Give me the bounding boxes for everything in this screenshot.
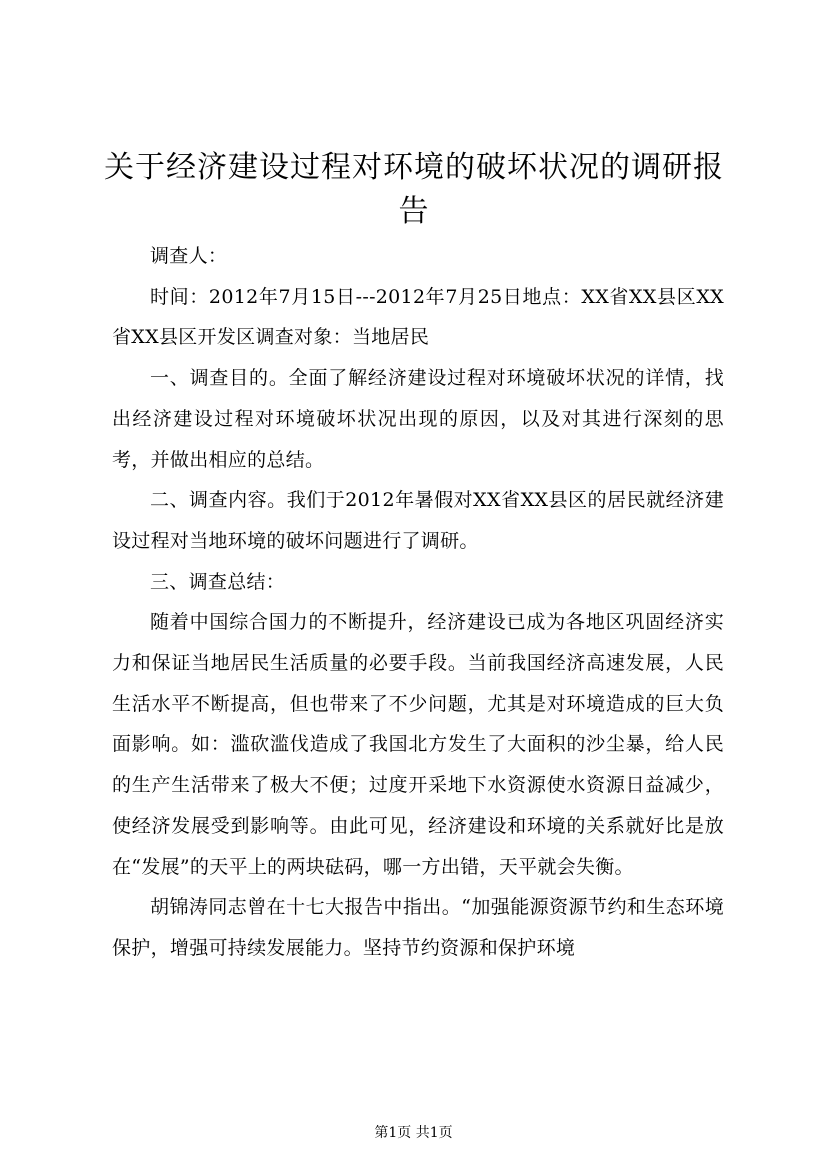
document-title: 关于经济建设过程对环境的破坏状况的调研报告 <box>104 150 724 229</box>
paragraph-investigator: 调查人： <box>150 245 228 267</box>
paragraph-content: 二、调查内容。我们于2012年暑假对XX省XX县区的居民就经济建设过程对当地环境的破坏问题进行了调研。 <box>112 489 724 552</box>
paragraph-summary-heading: 三、调查总结： <box>150 570 286 593</box>
page-footer: 第1页 共1页 <box>374 1125 453 1141</box>
document-body <box>112 236 724 969</box>
paragraph-quote: 胡锦涛同志曾在十七大报告中指出。“加强能源资源节约和生态环境保护，增强可持续发展能力。坚持节约资源和保护环境 <box>112 896 724 959</box>
paragraph-time-location: 时间：2012年7月15日---2012年7月25日地点：XX省XX县区XX省XX县区开发区调查对象：当地居民 <box>112 285 724 349</box>
paragraph-purpose: 一、调查目的。全面了解经济建设过程对环境破坏状况的详情，找出经济建设过程对环境破坏状况出现的原因，以及对其进行深刻的思考，并做出相应的总结。 <box>112 367 724 471</box>
paragraph-summary: 随着中国综合国力的不断提升，经济建设已成为各地区巩固经济实力和保证当地居民生活质量的必要手段。当前我国经济高速发展，人民生活水平不断提高，但也带来了不少问题，尤其是对环境造成的巨大负面影响。如：滥砍滥伐造成了我国北方发生了大面积的沙尘暴，给人民的生产生活带来了极大不便；过度开采地下水资源使水资源日益减少，使经济发展受到影响等。由此可见，经济建设和环境的关系就好比是放在“发展”的天平上的两块砝码，哪一方出错，天平就会失衡。 <box>112 611 724 878</box>
